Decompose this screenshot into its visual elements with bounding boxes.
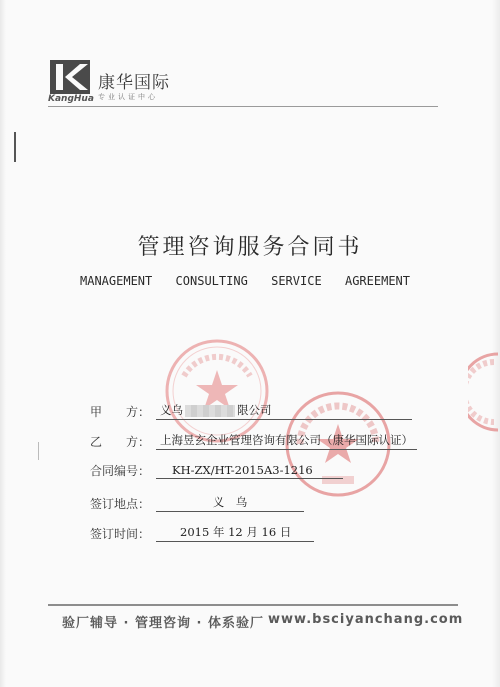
party-a-value-end: 限公司 [237, 403, 272, 417]
brand-latin-name: KangHua [48, 94, 94, 104]
party-b-value: 上海昱玄企业管理咨询有限公司（康华国际认证） [156, 432, 417, 450]
footer-services: 验厂辅导 · 管理咨询 · 体系验厂 [62, 616, 264, 631]
party-a-row [90, 402, 412, 420]
brand-subtitle: 专业认证中心 [98, 93, 158, 101]
margin-mark [14, 132, 16, 162]
contract-number-row [90, 462, 343, 479]
header-rule [48, 106, 438, 107]
redacted-area [185, 405, 235, 417]
footer-website: www.bsciyanchang.com [268, 612, 464, 627]
scan-edge-left [0, 0, 6, 687]
company-seal-icon [468, 352, 500, 432]
sign-place-row [90, 494, 304, 512]
sign-place-label: 签订地点： [90, 497, 151, 511]
document-title-english [80, 274, 410, 288]
company-seal-icon [162, 336, 272, 446]
sign-date-row [90, 524, 314, 542]
party-a-value [156, 402, 412, 420]
footer-rule [48, 604, 458, 606]
scan-edge-right [492, 0, 500, 687]
title-en-word: MANAGEMENT [80, 274, 153, 288]
contract-number-label: 合同编号： [90, 464, 151, 478]
party-b-row [90, 432, 417, 450]
title-en-word: AGREEMENT [344, 274, 410, 288]
document-title: 管理咨询服务合同书 [137, 235, 363, 260]
party-a-label: 甲 方： [90, 405, 151, 419]
party-b-label: 乙 方： [90, 435, 151, 449]
title-en-word: CONSULTING [175, 274, 248, 288]
party-a-value-start: 义乌 [160, 403, 184, 417]
margin-mark [38, 442, 39, 460]
sign-date-value: 2015 年 12 月 16 日 [156, 524, 314, 542]
brand-name: 康华国际 [98, 73, 170, 93]
sign-date-label: 签订时间： [90, 527, 151, 541]
contract-number-value: KH-ZX/HT-2015A3-1216 [156, 463, 343, 479]
sign-place-value: 义 乌 [156, 494, 304, 512]
title-en-word: SERVICE [271, 274, 322, 288]
